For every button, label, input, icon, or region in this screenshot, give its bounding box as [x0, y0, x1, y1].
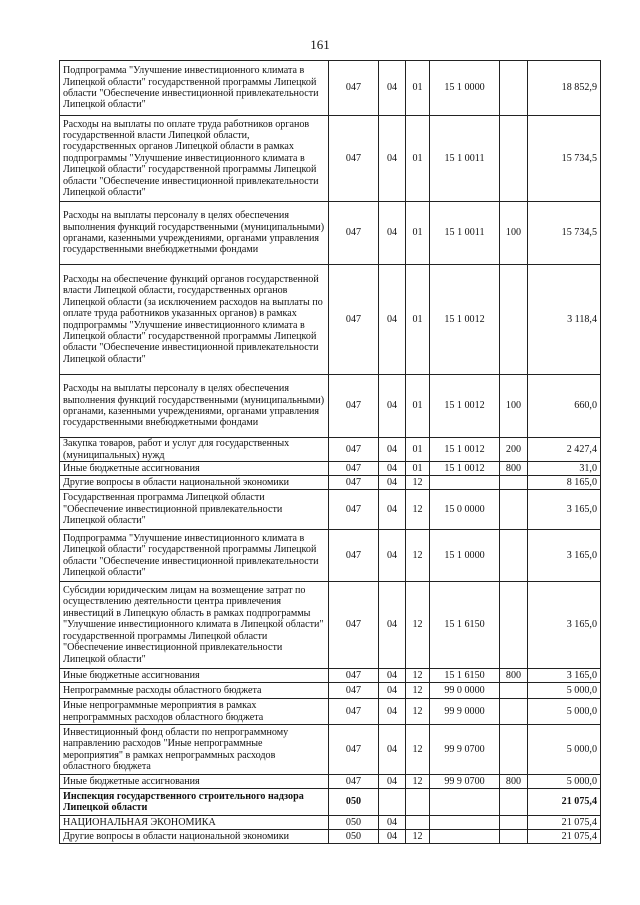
row-ved: 047 [329, 462, 379, 476]
row-pr: 12 [406, 669, 430, 683]
budget-table [59, 60, 601, 844]
row-rz: 04 [379, 582, 406, 669]
row-vr: 100 [500, 375, 528, 438]
row-ved: 047 [329, 116, 379, 202]
row-rz: 04 [379, 265, 406, 375]
row-name: Расходы на выплаты по оплате труда работников органов государственной власти Липецкой области, государственных органов Липецкой области в рамках подпрограммы "Улучшение инвестиционного климата в Липецкой области" государственной программы Липецкой области "Обеспечение инвестиционной привлекательности Липецкой области" [60, 116, 329, 202]
table-row [60, 490, 601, 530]
row-pr [406, 789, 430, 816]
row-pr: 01 [406, 61, 430, 116]
table-row [60, 816, 601, 830]
row-csr: 15 1 0011 [430, 202, 500, 265]
row-rz: 04 [379, 490, 406, 530]
table-row [60, 775, 601, 789]
row-csr: 15 1 6150 [430, 582, 500, 669]
row-csr [430, 476, 500, 490]
row-sum: 31,0 [528, 462, 601, 476]
row-name: Подпрограмма "Улучшение инвестиционного климата в Липецкой области" государственной программы Липецкой области "Обеспечение инвестиционной привлекательности Липецкой области" [60, 530, 329, 582]
table-row [60, 725, 601, 775]
row-csr: 15 1 0012 [430, 462, 500, 476]
row-pr: 01 [406, 438, 430, 462]
row-ved: 050 [329, 789, 379, 816]
row-csr: 99 9 0700 [430, 775, 500, 789]
row-rz [379, 789, 406, 816]
row-name: Непрограммные расходы областного бюджета [60, 683, 329, 699]
row-csr: 15 1 0000 [430, 530, 500, 582]
row-csr: 99 9 0700 [430, 725, 500, 775]
table-row [60, 582, 601, 669]
row-sum: 15 734,5 [528, 116, 601, 202]
page-number: 161 [310, 37, 330, 52]
row-name: Иные непрограммные мероприятия в рамках непрограммных расходов областного бюджета [60, 699, 329, 725]
row-sum: 5 000,0 [528, 775, 601, 789]
table-row [60, 462, 601, 476]
row-pr: 12 [406, 476, 430, 490]
row-sum: 21 075,4 [528, 816, 601, 830]
row-name: Расходы на выплаты персоналу в целях обеспечения выполнения функций государственными (муниципальными) органами, казенными учреждениями, органами управления государственными внебюджетными фондами [60, 375, 329, 438]
row-sum: 5 000,0 [528, 683, 601, 699]
row-sum: 5 000,0 [528, 699, 601, 725]
row-ved: 047 [329, 725, 379, 775]
row-csr: 15 0 0000 [430, 490, 500, 530]
row-vr [500, 683, 528, 699]
row-name: Другие вопросы в области национальной экономики [60, 476, 329, 490]
row-rz: 04 [379, 116, 406, 202]
row-vr: 800 [500, 669, 528, 683]
row-ved: 047 [329, 669, 379, 683]
row-pr: 01 [406, 375, 430, 438]
row-pr: 12 [406, 725, 430, 775]
row-sum: 5 000,0 [528, 725, 601, 775]
row-pr: 12 [406, 683, 430, 699]
row-ved: 047 [329, 683, 379, 699]
row-ved: 047 [329, 775, 379, 789]
row-vr [500, 816, 528, 830]
table-row [60, 116, 601, 202]
row-name: Государственная программа Липецкой области "Обеспечение инвестиционной привлекательности Липецкой области" [60, 490, 329, 530]
row-vr [500, 116, 528, 202]
row-ved: 047 [329, 438, 379, 462]
row-vr: 800 [500, 775, 528, 789]
row-csr: 15 1 0000 [430, 61, 500, 116]
table-row [60, 789, 601, 816]
table-row [60, 530, 601, 582]
table-row [60, 669, 601, 683]
row-rz: 04 [379, 683, 406, 699]
row-pr: 12 [406, 582, 430, 669]
row-csr [430, 789, 500, 816]
row-name: Инспекция государственного строительного надзора Липецкой области [60, 789, 329, 816]
row-name: Иные бюджетные ассигнования [60, 775, 329, 789]
row-sum: 3 165,0 [528, 582, 601, 669]
row-rz: 04 [379, 438, 406, 462]
row-vr [500, 725, 528, 775]
row-name: Субсидии юридическим лицам на возмещение затрат по осуществлению деятельности центра привлечения инвестиций в Липецкую область в рамках подпрограммы "Улучшение инвестиционного климата в Липецкой области" государственной программы Липецкой области "Обеспечение инвестиционной привлекательности Липецкой области" [60, 582, 329, 669]
row-vr [500, 61, 528, 116]
row-sum: 3 165,0 [528, 669, 601, 683]
row-name: Иные бюджетные ассигнования [60, 462, 329, 476]
table-row [60, 699, 601, 725]
table-row [60, 830, 601, 844]
row-csr: 15 1 0012 [430, 265, 500, 375]
table-row [60, 375, 601, 438]
row-ved: 047 [329, 202, 379, 265]
row-rz: 04 [379, 375, 406, 438]
row-ved: 047 [329, 265, 379, 375]
row-ved: 047 [329, 582, 379, 669]
row-csr: 99 9 0000 [430, 699, 500, 725]
row-ved: 047 [329, 375, 379, 438]
row-vr: 100 [500, 202, 528, 265]
row-sum: 8 165,0 [528, 476, 601, 490]
row-pr: 12 [406, 530, 430, 582]
row-rz: 04 [379, 725, 406, 775]
row-sum: 18 852,9 [528, 61, 601, 116]
row-sum: 3 118,4 [528, 265, 601, 375]
row-rz: 04 [379, 775, 406, 789]
row-vr [500, 476, 528, 490]
row-csr: 99 0 0000 [430, 683, 500, 699]
row-rz: 04 [379, 669, 406, 683]
row-sum: 660,0 [528, 375, 601, 438]
row-vr [500, 530, 528, 582]
row-pr: 12 [406, 830, 430, 844]
row-vr: 200 [500, 438, 528, 462]
row-pr: 01 [406, 202, 430, 265]
row-pr: 12 [406, 490, 430, 530]
row-vr [500, 490, 528, 530]
row-ved: 047 [329, 530, 379, 582]
row-rz: 04 [379, 530, 406, 582]
row-ved: 047 [329, 699, 379, 725]
row-sum: 21 075,4 [528, 830, 601, 844]
row-csr [430, 830, 500, 844]
table-row [60, 438, 601, 462]
row-ved: 050 [329, 830, 379, 844]
row-sum: 2 427,4 [528, 438, 601, 462]
row-csr [430, 816, 500, 830]
row-name: Закупка товаров, работ и услуг для государственных (муниципальных) нужд [60, 438, 329, 462]
row-vr [500, 830, 528, 844]
row-pr: 01 [406, 265, 430, 375]
row-name: Расходы на обеспечение функций органов государственной власти Липецкой области, государственных органов Липецкой области (за исключением расходов на выплаты по оплате труда работников указанных органов) в рамках подпрограммы "Улучшение инвестиционного климата в Липецкой области" государственной программы Липецкой области "Обеспечение инвестиционной привлекательности Липецкой области" [60, 265, 329, 375]
row-rz: 04 [379, 202, 406, 265]
row-name: НАЦИОНАЛЬНАЯ ЭКОНОМИКА [60, 816, 329, 830]
table-row [60, 61, 601, 116]
row-pr: 12 [406, 775, 430, 789]
row-rz: 04 [379, 816, 406, 830]
row-sum: 3 165,0 [528, 490, 601, 530]
row-rz: 04 [379, 462, 406, 476]
row-csr: 15 1 6150 [430, 669, 500, 683]
row-sum: 3 165,0 [528, 530, 601, 582]
row-sum: 15 734,5 [528, 202, 601, 265]
row-name: Иные бюджетные ассигнования [60, 669, 329, 683]
table-row [60, 683, 601, 699]
row-sum: 21 075,4 [528, 789, 601, 816]
row-name: Другие вопросы в области национальной экономики [60, 830, 329, 844]
row-vr [500, 699, 528, 725]
row-name: Инвестиционный фонд области по непрограммному направлению расходов "Иные непрограммные мероприятия" в рамках непрограммных расходов областного бюджета [60, 725, 329, 775]
row-vr: 800 [500, 462, 528, 476]
budget-table-body [60, 61, 601, 844]
row-vr [500, 789, 528, 816]
row-csr: 15 1 0012 [430, 438, 500, 462]
table-row [60, 265, 601, 375]
row-ved: 047 [329, 476, 379, 490]
row-pr [406, 816, 430, 830]
row-pr: 01 [406, 116, 430, 202]
row-rz: 04 [379, 61, 406, 116]
table-row [60, 202, 601, 265]
row-pr: 01 [406, 462, 430, 476]
row-ved: 050 [329, 816, 379, 830]
row-rz: 04 [379, 699, 406, 725]
table-row [60, 476, 601, 490]
row-vr [500, 265, 528, 375]
row-csr: 15 1 0011 [430, 116, 500, 202]
row-name: Расходы на выплаты персоналу в целях обеспечения выполнения функций государственными (муниципальными) органами, казенными учреждениями, органами управления государственными внебюджетными фондами [60, 202, 329, 265]
row-vr [500, 582, 528, 669]
row-pr: 12 [406, 699, 430, 725]
row-csr: 15 1 0012 [430, 375, 500, 438]
row-rz: 04 [379, 830, 406, 844]
row-rz: 04 [379, 476, 406, 490]
row-ved: 047 [329, 61, 379, 116]
row-name: Подпрограмма "Улучшение инвестиционного климата в Липецкой области" государственной программы Липецкой области "Обеспечение инвестиционной привлекательности Липецкой области" [60, 61, 329, 116]
row-ved: 047 [329, 490, 379, 530]
